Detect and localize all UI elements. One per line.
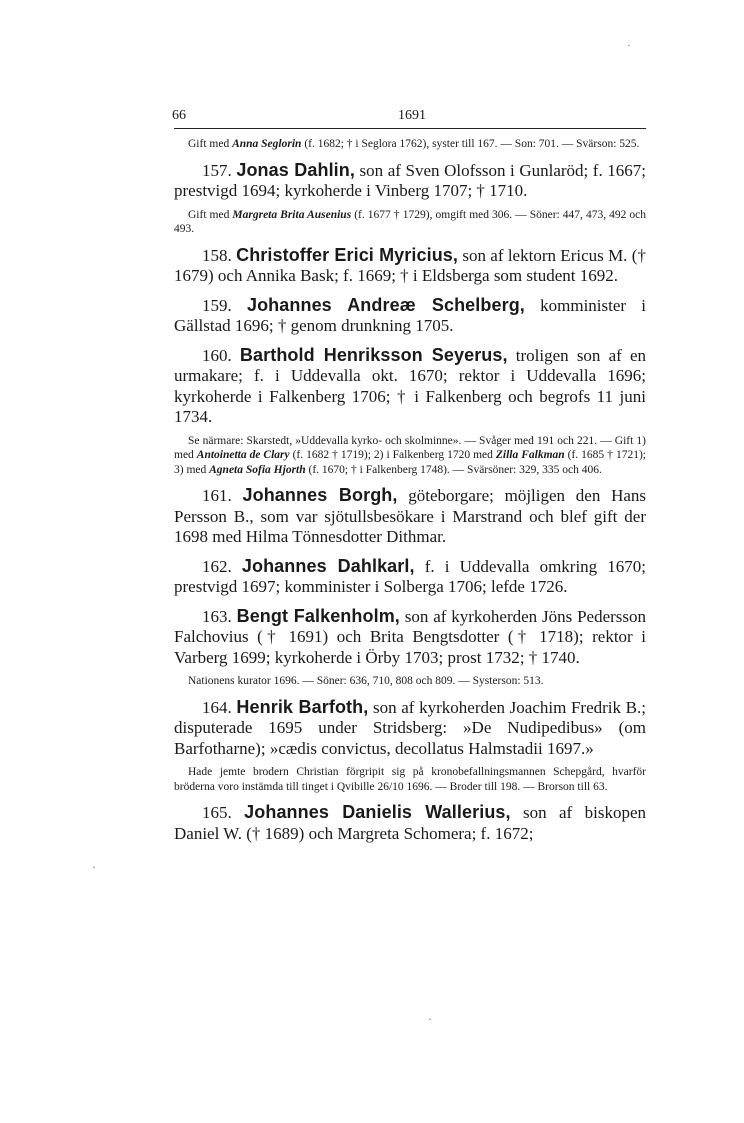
- entry-162: 162. Johannes Dahlkarl, f. i Uddevalla omkring 1670; prestvigd 1697; komminister i Solberga 1706; lefde 1726.: [174, 555, 647, 596]
- note-160: Se närmare: Skarstedt, »Uddevalla kyrko- och skolminne». — Svåger med 191 och 221. — Gift 1) med Antoinetta de Clary (f. 1682 † 1719); 2) i Falkenberg 1720 med Zilla Falkman (f. 1685 † 1721); 3) med Agneta Sofia Hjorth (f. 1670; † i Falkenberg 1748). — Svärsöner: 329, 335 och 406.: [174, 434, 646, 476]
- entry-name: Bengt Falkenholm,: [236, 605, 400, 626]
- entry-157: 157. Jonas Dahlin, son af Sven Olofsson i Gunlaröd; f. 1667; prestvigd 1694; kyrkoherde i Vinberg 1707; † 1710.: [174, 159, 647, 200]
- note-164: Hade jemte brodern Christian förgripit sig på kronobefallningsmannen Schepgård, hvarför bröderna voro instämda till tinget i Qvibille 26/10 1696. — Broder till 198. — Brorson till 63.: [174, 766, 646, 793]
- page-number: 66: [172, 108, 186, 123]
- entry-name: Christoffer Erici Myricius,: [236, 244, 459, 265]
- note-157: Gift med Margreta Brita Ausenius (f. 1677 † 1729), omgift med 306. — Söner: 447, 473, 492 och 493.: [174, 208, 646, 235]
- entry-164: 164. Henrik Barfoth, son af kyrkoherden Joachim Fredrik B.; disputerade 1695 under Stridsberg: »De Nudipedibus» (om Barfotharne); »cædis convictus, decollatus Halmstadii 1697.»: [174, 696, 646, 758]
- margin-tick-left: ˎ: [92, 855, 96, 869]
- entry-name: Henrik Barfoth,: [236, 696, 369, 717]
- entry-name: Johannes Andreæ Schelberg,: [246, 294, 525, 315]
- spouse-name: Agneta Sofia Hjorth: [209, 463, 306, 476]
- spouse-name: Zilla Falkman: [495, 449, 565, 461]
- entry-name: Johannes Danielis Wallerius,: [244, 802, 511, 822]
- book-page: [174, 106, 646, 848]
- entry-158: 158. Christoffer Erici Myricius, son af lektorn Ericus M. († 1679) och Annika Bask; f. 1669; † i Eldsberga som student 1692.: [174, 244, 647, 285]
- spouse-name: Anna Seglorin: [232, 138, 302, 150]
- entry-161: 161. Johannes Borgh, göteborgare; möjligen den Hans Persson B., som var sjötullsbesökare i Marstrand och blef gift der 1698 med Hilma Tönnesdotter Dithmar.: [174, 485, 647, 546]
- note-163: Nationens kurator 1696. — Söner: 636, 710, 808 och 809. — Systerson: 513.: [188, 675, 544, 687]
- margin-dot-bottom: ·: [428, 1012, 432, 1026]
- spouse-name: Margreta Brita Ausenius: [232, 208, 352, 221]
- entry-name: Jonas Dahlin,: [236, 159, 355, 180]
- entry-name: Johannes Dahlkarl,: [241, 555, 415, 576]
- spouse-name: Antoinetta de Clary: [196, 449, 290, 461]
- entry-160: 160. Barthold Henriksson Seyerus, troligen son af en urmakare; f. i Uddevalla okt. 1670; rektor i Uddevalla 1696; kyrkoherde i Falkenberg 1706; † i Falkenberg och begrofs 11 juni 1734.: [174, 344, 647, 426]
- running-year: 1691: [398, 108, 426, 123]
- continuation-note: Gift med Anna Seglorin (f. 1682; † i Seglora 1762), syster till 167. — Son: 701. — Svärson: 525.: [188, 138, 640, 150]
- entry-name: Johannes Borgh,: [242, 485, 398, 505]
- text-block: [174, 137, 646, 844]
- entry-name: Barthold Henriksson Seyerus,: [239, 344, 508, 365]
- entry-163: 163. Bengt Falkenholm, son af kyrkoherden Jöns Pedersson Falchovius († 1691) och Brita Bengtsdotter († 1718); rektor i Varberg 1699; kyrkoherde i Örby 1703; prost 1732; † 1740.: [174, 605, 647, 667]
- entry-159: 159. Johannes Andreæ Schelberg, komminister i Gällstad 1696; † genom drunkning 1705.: [174, 294, 646, 335]
- running-head: [174, 106, 646, 129]
- court-date: 26/10: [377, 780, 404, 793]
- entry-165: 165. Johannes Danielis Wallerius, son af biskopen Daniel W. († 1689) och Margreta Schomera; f. 1672;: [174, 802, 646, 843]
- margin-dot-top-right: ·: [627, 38, 631, 52]
